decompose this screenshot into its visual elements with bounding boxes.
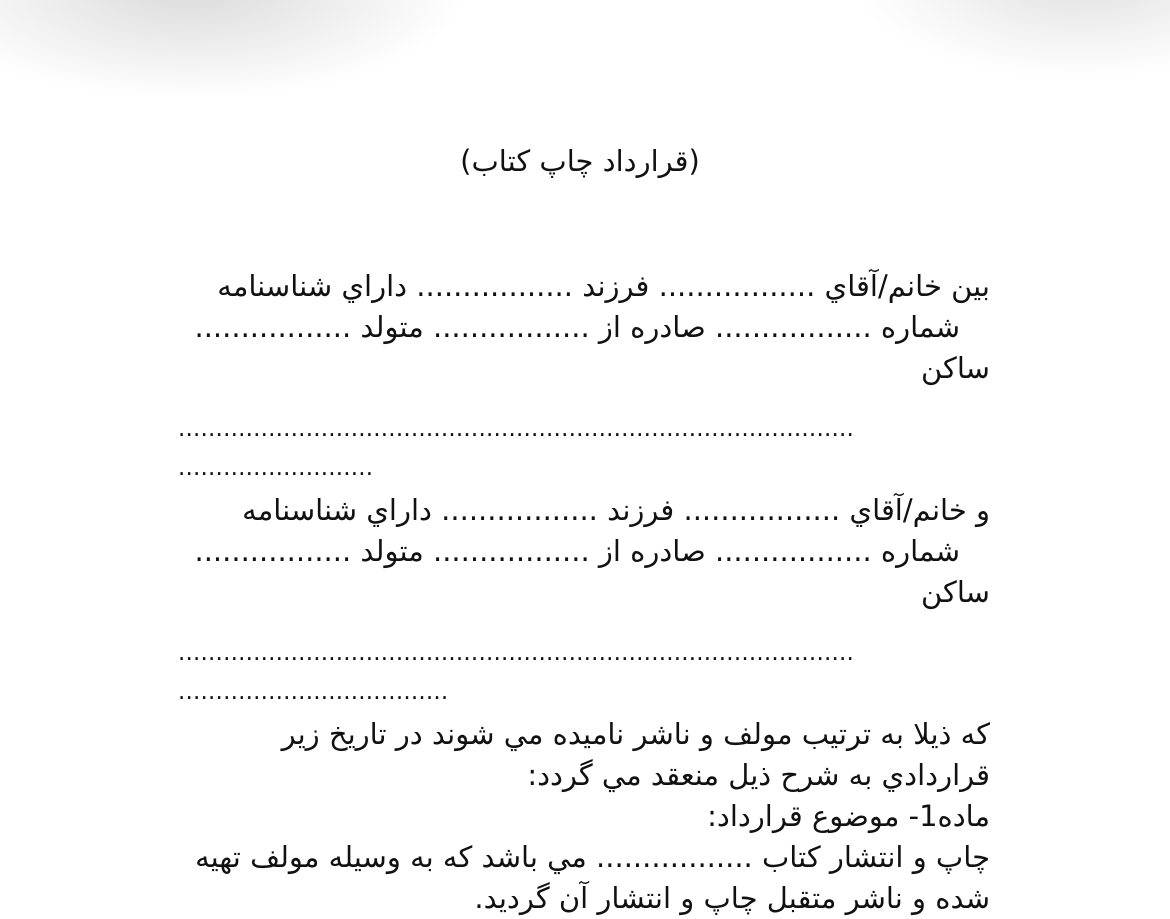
clause-intro: كه ذيلا به ترتيب مولف و ناشر ناميده مي شوند در تاريخ زير	[281, 717, 990, 751]
party1-line2: شماره ................. صادره از ................. متولد .................	[194, 310, 960, 344]
spacer	[178, 613, 990, 633]
page-curl-shadow-left	[0, 0, 470, 100]
page-curl-shadow-right	[850, 0, 1170, 80]
party2-address-dots: ..........................................................................................	[178, 640, 854, 666]
clause-intro-cont: قراردادي به شرح ذيل منعقد مي گردد:	[527, 758, 990, 792]
article-1-text-cont: شده و ناشر متقبل چاپ و انتشار آن گرديد.	[474, 881, 990, 915]
spacer	[178, 389, 990, 409]
party2-residence-label: ساكن	[920, 575, 990, 609]
party1-address-dots: ..........................................................................................	[178, 416, 854, 442]
party1-line1: بین خانم/آقاي ................. فرزند ................. داراي شناسنامه	[217, 269, 990, 303]
article-1-text: چاپ و انتشار كتاب ................. مي باشد كه به وسيله مولف تهيه	[195, 840, 990, 874]
contract-body	[178, 266, 990, 919]
party2-line1: و خانم/آقاي ................. فرزند ................. داراي شناسنامه	[242, 493, 990, 527]
party1-address-dots-end: ..........................	[178, 455, 374, 481]
article-1-heading: ماده1- موضوع قرارداد:	[707, 799, 990, 833]
party2-address-dots-end: ....................................	[178, 679, 449, 705]
party2-line2: شماره ................. صادره از ................. متولد .................	[194, 534, 960, 568]
party1-residence-label: ساكن	[920, 351, 990, 385]
document-title: (قرارداد چاپ کتاب)	[460, 144, 700, 178]
